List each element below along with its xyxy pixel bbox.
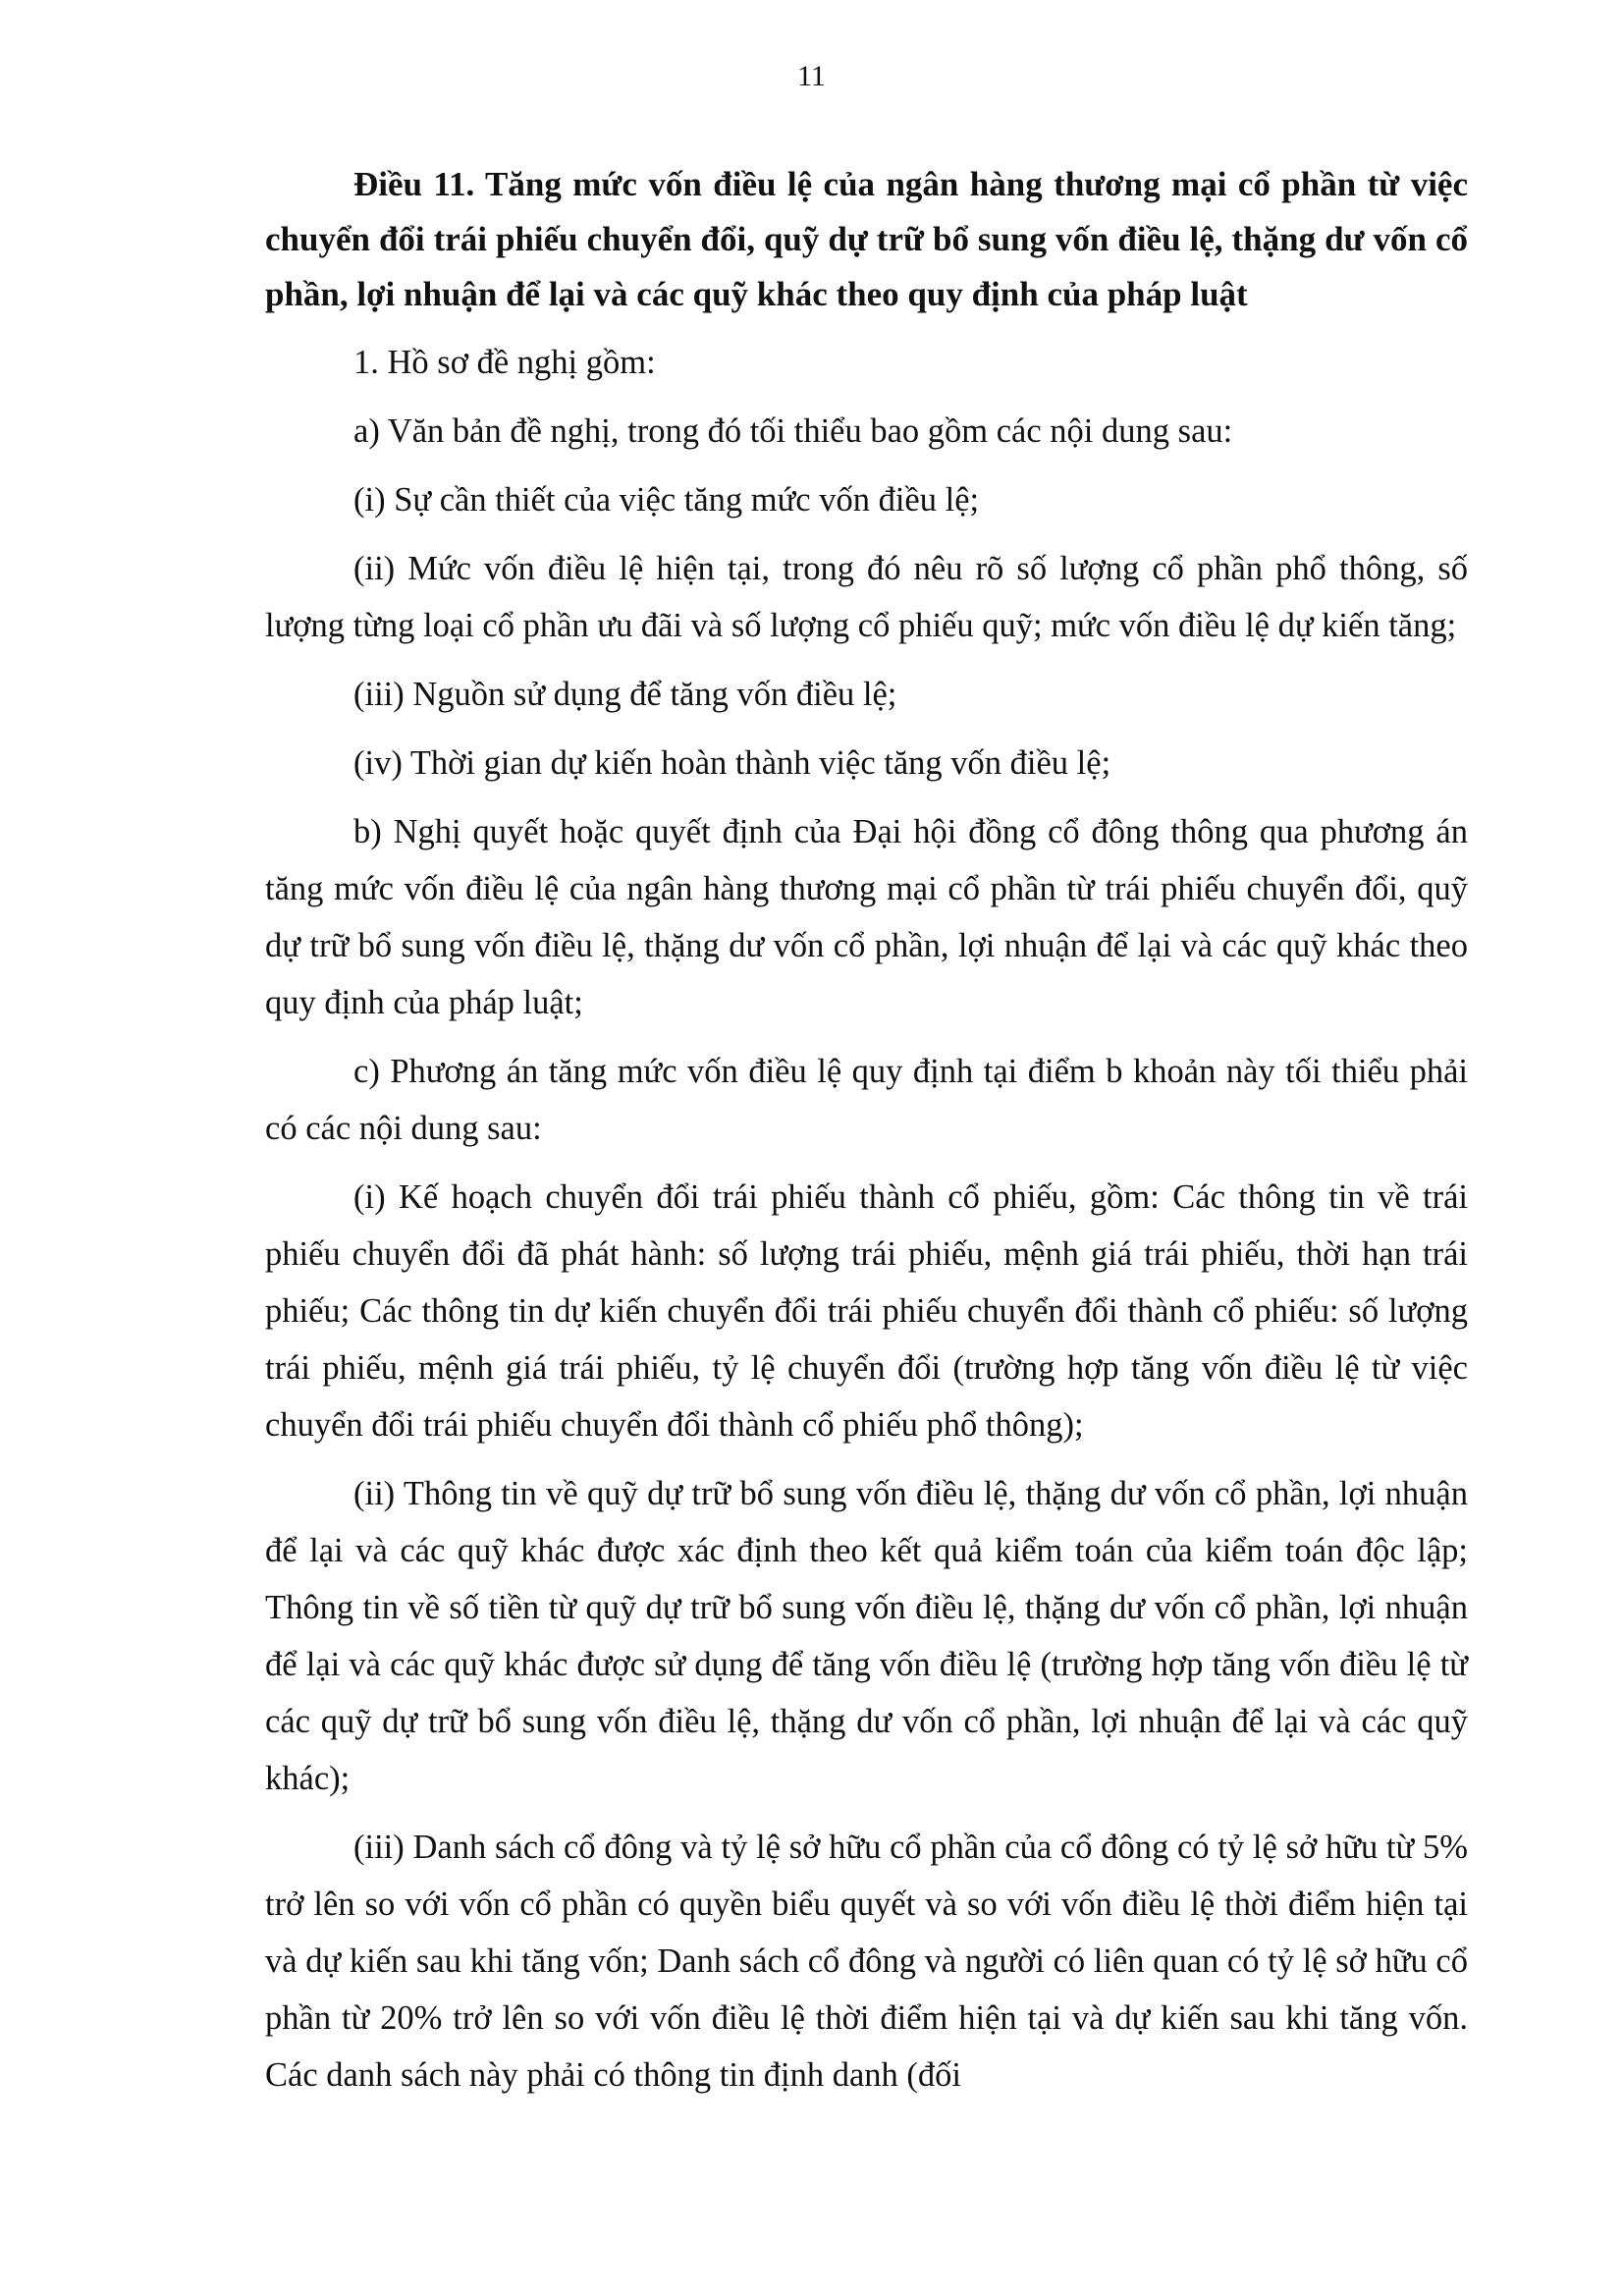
point-c-item-ii: (ii) Thông tin về quỹ dự trữ bổ sung vốn điều lệ, thặng dư vốn cổ phần, lợi nhuận để lại và các quỹ khác được xác định theo kết quả kiểm toán của kiểm toán độc lập; Thông tin về số tiền từ quỹ dự trữ bổ sung vốn điều lệ, thặng dư vốn cổ phần, lợi nhuận để lại và các quỹ khác được sử dụng để tăng vốn điều lệ (trường hợp tăng vốn điều lệ từ các quỹ dự trữ bổ sung vốn điều lệ, thặng dư vốn cổ phần, lợi nhuận để lại và các quỹ khác); [265,1475,1468,1797]
point-a-item-iii: (iii) Nguồn sử dụng để tăng vốn điều lệ; [353,676,897,713]
point-a-item-ii: (ii) Mức vốn điều lệ hiện tại, trong đó nêu rõ số lượng cổ phần phổ thông, số lượng từng loại cổ phần ưu đãi và số lượng cổ phiếu quỹ; mức vốn điều lệ dự kiến tăng; [265,550,1468,644]
point-a-item-i: (i) Sự cần thiết của việc tăng mức vốn điều lệ; [353,481,980,519]
clause-1-heading: 1. Hồ sơ đề nghị gồm: [353,344,656,381]
document-body [265,157,1468,2115]
point-c-item-iii: (iii) Danh sách cổ đông và tỷ lệ sở hữu cổ phần của cổ đông có tỷ lệ sở hữu từ 5% trở lên so với vốn cổ phần có quyền biểu quyết và so với vốn điều lệ thời điểm hiện tại và dự kiến sau khi tăng vốn; Danh sách cổ đông và người có liên quan có tỷ lệ sở hữu cổ phần từ 20% trở lên so với vốn điều lệ thời điểm hiện tại và dự kiến sau khi tăng vốn. Các danh sách này phải có thông tin định danh (đối [265,1829,1468,2094]
point-c: c) Phương án tăng mức vốn điều lệ quy định tại điểm b khoản này tối thiểu phải có các nội dung sau: [265,1053,1468,1147]
point-a-item-iv: (iv) Thời gian dự kiến hoàn thành việc tăng vốn điều lệ; [353,744,1111,782]
page-number: 11 [797,60,826,92]
point-a: a) Văn bản đề nghị, trong đó tối thiểu bao gồm các nội dung sau: [353,412,1233,450]
article-title: Điều 11. Tăng mức vốn điều lệ của ngân hàng thương mại cổ phần từ việc chuyển đổi trái phiếu chuyển đổi, quỹ dự trữ bổ sung vốn điều lệ, thặng dư vốn cổ phần, lợi nhuận để lại và các quỹ khác theo quy định của pháp luật [265,165,1468,313]
point-c-item-i: (i) Kế hoạch chuyển đổi trái phiếu thành cổ phiếu, gồm: Các thông tin về trái phiếu chuyển đổi đã phát hành: số lượng trái phiếu, mệnh giá trái phiếu, thời hạn trái phiếu; Các thông tin dự kiến chuyển đổi trái phiếu chuyển đổi thành cổ phiếu: số lượng trái phiếu, mệnh giá trái phiếu, tỷ lệ chuyển đổi (trường hợp tăng vốn điều lệ từ việc chuyển đổi trái phiếu chuyển đổi thành cổ phiếu phổ thông); [265,1178,1468,1444]
point-b: b) Nghị quyết hoặc quyết định của Đại hội đồng cổ đông thông qua phương án tăng mức vốn điều lệ của ngân hàng thương mại cổ phần từ trái phiếu chuyển đổi, quỹ dự trữ bổ sung vốn điều lệ, thặng dư vốn cổ phần, lợi nhuận để lại và các quỹ khác theo quy định của pháp luật; [265,813,1468,1021]
